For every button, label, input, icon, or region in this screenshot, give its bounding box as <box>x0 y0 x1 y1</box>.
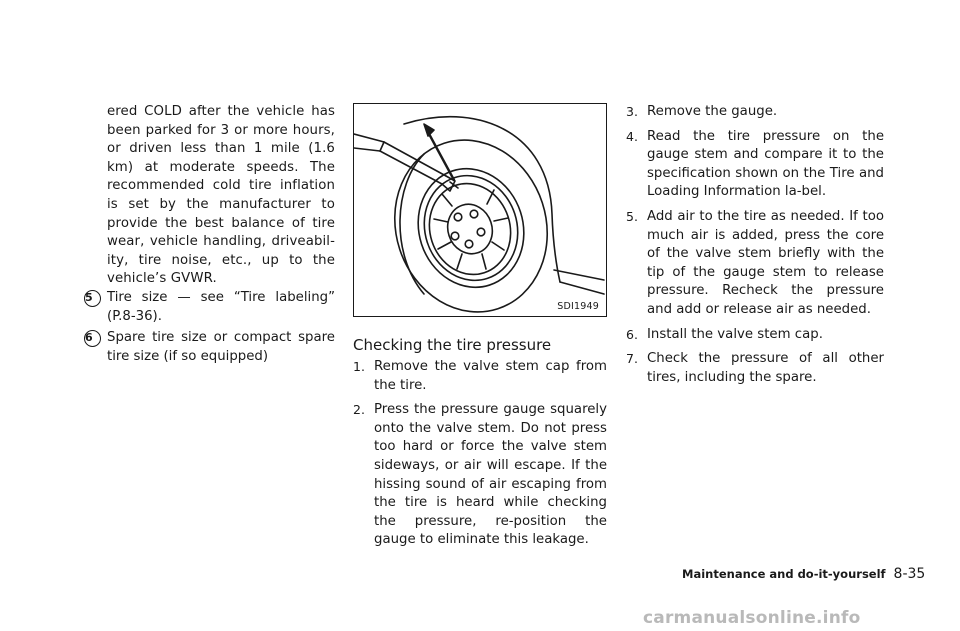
step-number: 7. <box>626 351 638 367</box>
circled-number-6-icon: 6 <box>84 330 101 347</box>
step-text: Press the pressure gauge squarely onto the valve stem. Do not press too hard or force the valve stem sideways, or air will escape. If the hissing sound of air escaping from the tire is heard while checking the pressure, re-position the gauge to eliminate this leakage. <box>374 402 607 548</box>
step-text: Check the pressure of all other tires, including the spare. <box>647 351 884 385</box>
step-5 <box>626 208 884 320</box>
intro-paragraph: ered COLD after the vehicle has been parked for 3 or more hours, or driven less than 1 mile (1.6 km) at moderate speeds. The recommended cold tire inflation is set by the manufacturer to provide the best balance of tire wear, vehicle handling, driveabil-ity, tire noise, etc., up to the vehicle’s GVWR. <box>107 104 335 287</box>
step-number: 6. <box>626 326 638 342</box>
step-6 <box>626 326 884 345</box>
watermark: carmanualsonline.info <box>643 608 861 628</box>
step-text: Remove the gauge. <box>647 104 778 119</box>
step-text: Install the valve stem cap. <box>647 326 823 342</box>
step-1 <box>353 358 607 395</box>
footer-section-title: Maintenance and do-it-yourself <box>682 567 886 581</box>
left-column <box>85 103 335 366</box>
step-2 <box>353 401 607 550</box>
right-column <box>626 103 884 393</box>
list-item-text: Spare tire size or compact spare tire size (if so equipped) <box>107 330 335 364</box>
tire-gauge-figure <box>353 103 607 317</box>
tire-pressure-gauge-illustration <box>354 104 605 315</box>
page-footer <box>682 566 925 582</box>
page-number: 8-35 <box>893 566 926 582</box>
step-number: 5. <box>626 208 638 224</box>
list-item-text: Tire size — see “Tire labeling” (P.8-36). <box>107 289 335 324</box>
step-7 <box>626 350 884 387</box>
section-heading: Checking the tire pressure <box>353 336 552 354</box>
list-item-tire-size <box>85 289 335 326</box>
list-item-spare-tire-size <box>85 329 335 366</box>
step-text: Read the tire pressure on the gauge stem and compare it to the specification shown on the Tire and Loading Information la-bel. <box>647 128 884 200</box>
step-number: 4. <box>626 128 638 144</box>
figure-id-label: SDI1949 <box>557 301 599 312</box>
step-text: Remove the valve stem cap from the tire. <box>374 359 607 393</box>
step-text: Add air to the tire as needed. If too much air is added, press the core of the valve stem briefly with the tip of the gauge stem to release pressure. Recheck the pressure and add or release air as needed. <box>647 208 884 317</box>
step-3 <box>626 103 884 122</box>
circled-number-5-icon: 5 <box>84 290 101 307</box>
middle-column <box>353 103 607 556</box>
step-number: 2. <box>353 402 365 418</box>
step-number: 1. <box>353 359 365 374</box>
step-number: 3. <box>626 104 638 119</box>
step-4 <box>626 128 884 202</box>
